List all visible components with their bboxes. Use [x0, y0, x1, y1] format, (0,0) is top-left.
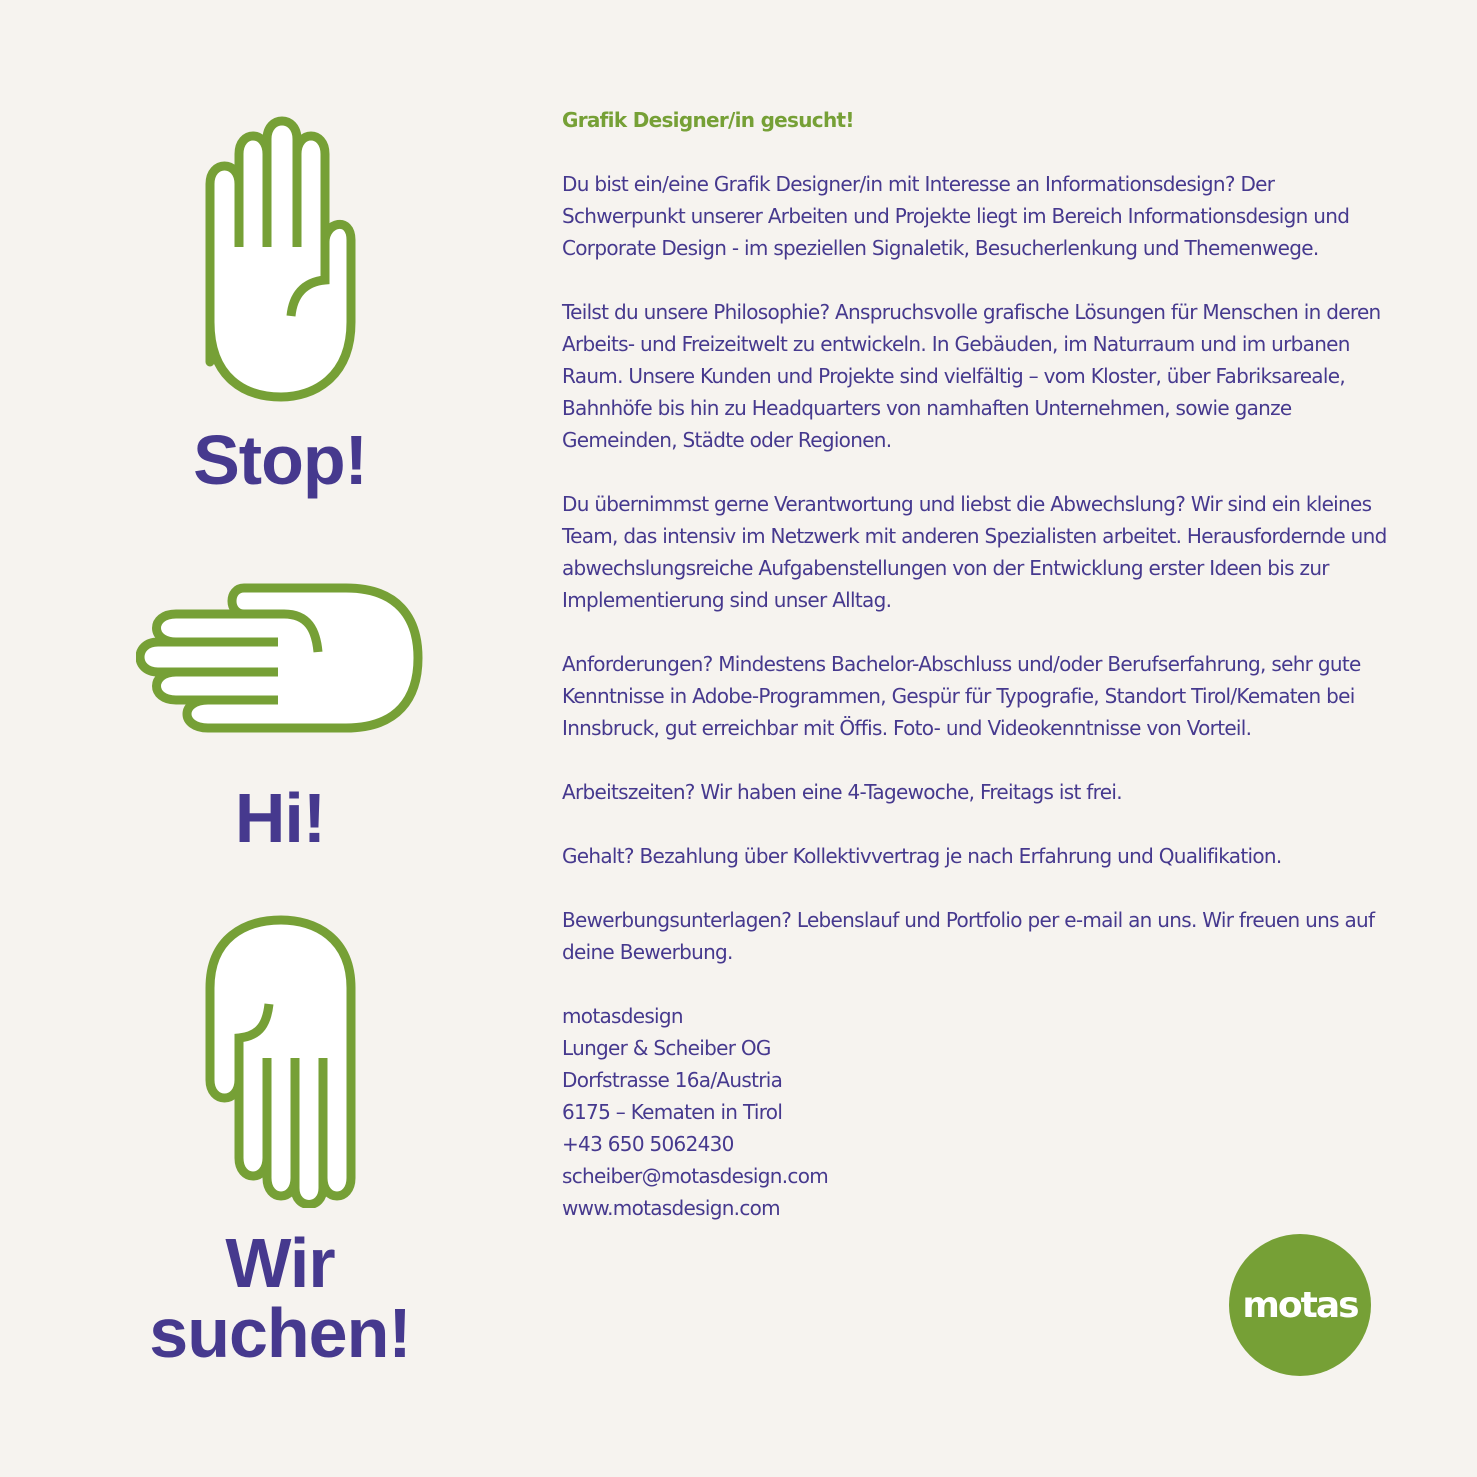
- paragraph-team: Du übernimmst gerne Verantwortung und liebst die Abwechslung? Wir sind ein kleines Team, das intensiv im Netzwerk mit anderen Spezialisten arbeitet. Herausfordernde und abwechslungsreiche Aufgabenstellungen von der Entwicklung erster Ideen bis zur Implementierung sind unser Alltag.: [562, 492, 1387, 612]
- stop-headline: Stop!: [193, 421, 367, 499]
- contact-phone[interactable]: +43 650 5062430: [562, 1132, 734, 1156]
- job-title: Grafik Designer/in gesucht!: [562, 108, 854, 132]
- pointing-down-hand-icon: [195, 908, 365, 1208]
- handshake-hand-icon: [136, 580, 426, 740]
- motas-logo: [1229, 1234, 1371, 1376]
- contact-street: Dorfstrasse 16a/Austria: [562, 1068, 783, 1092]
- paragraph-salary: Gehalt? Bezahlung über Kollektivvertrag je nach Erfahrung und Qualifikation.: [562, 844, 1282, 868]
- raised-hand-icon: [195, 112, 365, 402]
- contact-city: 6175 – Kematen in Tirol: [562, 1100, 783, 1124]
- paragraph-application: Bewerbungsunterlagen? Lebenslauf und Portfolio per e-mail an uns. Wir freuen uns auf deine Bewerbung.: [562, 908, 1375, 964]
- contact-block: [562, 1000, 1402, 1224]
- suchen-line: suchen!: [149, 1294, 411, 1372]
- paragraph-requirements: Anforderungen? Mindestens Bachelor-Abschluss und/oder Berufserfahrung, sehr gute Kenntnisse in Adobe-Programmen, Gespür für Typografie, Standort Tirol/Kematen bei Innsbruck, gut erreichbar mit Öffis. Foto- und Videokenntnisse von Vorteil.: [562, 652, 1361, 740]
- paragraph-intro: Du bist ein/eine Grafik Designer/in mit Interesse an Informationsdesign? Der Schwerpunkt unserer Arbeiten und Projekte liegt im Bereich Informationsdesign und Corporate Design - im speziellen Signaletik, Besucherlenkung und Themenwege.: [562, 172, 1350, 260]
- contact-company: motasdesign: [562, 1004, 683, 1028]
- wir-suchen-headline: [140, 1224, 420, 1372]
- paragraph-working-hours: Arbeitszeiten? Wir haben eine 4-Tagewoche, Freitags ist frei.: [562, 780, 1122, 804]
- job-ad-text: [562, 104, 1402, 1224]
- wir-line: Wir: [225, 1224, 335, 1302]
- contact-legal-name: Lunger & Scheiber OG: [562, 1036, 771, 1060]
- paragraph-philosophy: Teilst du unsere Philosophie? Anspruchsvolle grafische Lösungen für Menschen in deren Arbeits- und Freizeitwelt zu entwickeln. In Gebäuden, im Naturraum und im urbanen Raum. Unsere Kunden und Projekte sind vielfältig – vom Kloster, über Fabriksareale, Bahnhöfe bis hin zu Headquarters von namhaften Unternehmen, sowie ganze Gemeinden, Städte oder Regionen.: [562, 300, 1381, 452]
- contact-website[interactable]: www.motasdesign.com: [562, 1196, 780, 1220]
- contact-email[interactable]: scheiber@motasdesign.com: [562, 1164, 829, 1188]
- logo-text: motas: [1242, 1284, 1358, 1326]
- hi-headline: Hi!: [234, 779, 326, 857]
